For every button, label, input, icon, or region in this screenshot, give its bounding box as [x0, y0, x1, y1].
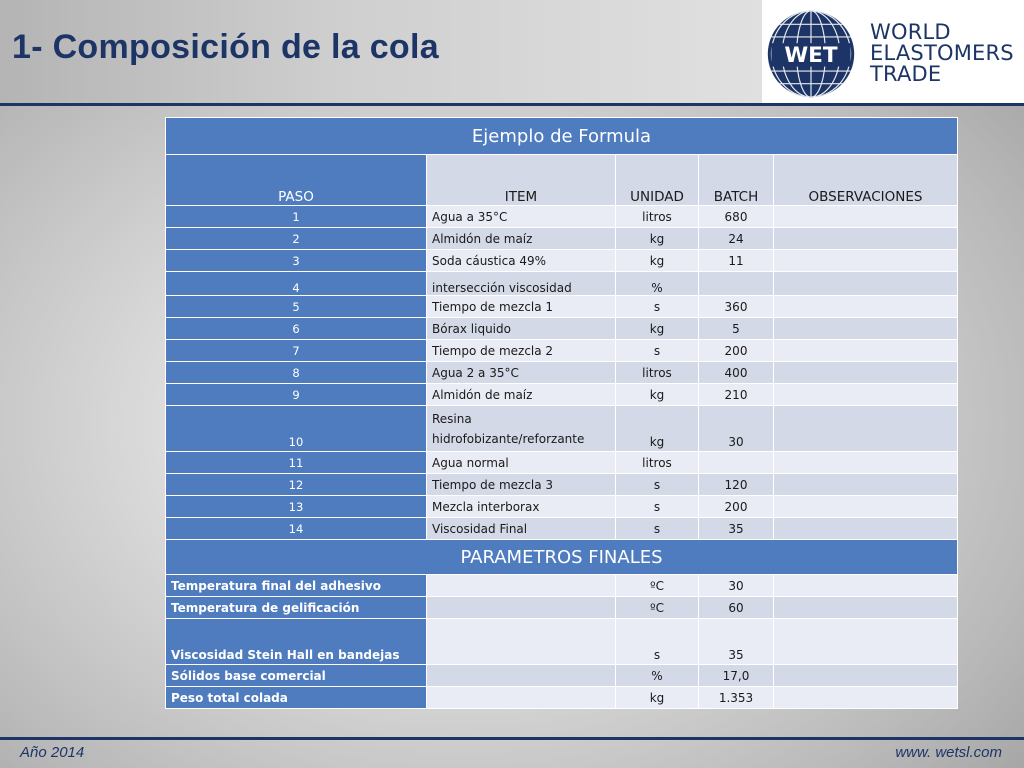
row-paso: 14 [166, 518, 427, 540]
logo-mark: WET [784, 43, 838, 69]
row-paso: 8 [166, 362, 427, 384]
row-paso: 9 [166, 384, 427, 406]
row-unidad: s [616, 340, 699, 362]
table-row [166, 452, 958, 474]
row-unidad: kg [616, 318, 699, 340]
param-value: 30 [699, 575, 774, 597]
param-item [427, 665, 616, 687]
table-row [166, 228, 958, 250]
row-item: Viscosidad Final [427, 518, 616, 540]
table-row [166, 496, 958, 518]
col-header-observaciones: OBSERVACIONES [774, 155, 958, 206]
row-batch: 30 [699, 406, 774, 452]
row-item: Almidón de maíz [427, 384, 616, 406]
row-batch: 210 [699, 384, 774, 406]
row-paso: 7 [166, 340, 427, 362]
row-batch: 120 [699, 474, 774, 496]
row-unidad: kg [616, 228, 699, 250]
row-observaciones [774, 384, 958, 406]
param-item [427, 619, 616, 665]
row-observaciones [774, 340, 958, 362]
row-observaciones [774, 362, 958, 384]
row-item: Agua normal [427, 452, 616, 474]
table-row [166, 362, 958, 384]
row-batch: 360 [699, 296, 774, 318]
slide-title: 1- Composición de la cola [12, 28, 439, 66]
row-observaciones [774, 318, 958, 340]
row-item: Tiempo de mezcla 3 [427, 474, 616, 496]
param-unidad: ºC [616, 575, 699, 597]
param-row [166, 619, 958, 665]
row-unidad: s [616, 474, 699, 496]
table-row [166, 474, 958, 496]
row-observaciones [774, 228, 958, 250]
param-item [427, 597, 616, 619]
row-paso: 13 [166, 496, 427, 518]
row-observaciones [774, 250, 958, 272]
param-item [427, 687, 616, 709]
col-header-paso: PASO [166, 155, 427, 206]
param-unidad: ºC [616, 597, 699, 619]
param-value: 60 [699, 597, 774, 619]
row-observaciones [774, 452, 958, 474]
row-batch [699, 272, 774, 296]
globe-icon [766, 9, 856, 99]
row-batch: 200 [699, 340, 774, 362]
table-row [166, 384, 958, 406]
col-header-unidad: UNIDAD [616, 155, 699, 206]
row-unidad: litros [616, 362, 699, 384]
row-paso: 1 [166, 206, 427, 228]
param-value: 17,0 [699, 665, 774, 687]
param-name: Viscosidad Stein Hall en bandejas [166, 619, 427, 665]
table-row [166, 296, 958, 318]
row-batch: 11 [699, 250, 774, 272]
footer-website: www. wetsl.com [895, 744, 1002, 761]
row-paso: 3 [166, 250, 427, 272]
row-observaciones [774, 474, 958, 496]
row-observaciones [774, 518, 958, 540]
table-row [166, 340, 958, 362]
row-batch: 35 [699, 518, 774, 540]
param-value: 1.353 [699, 687, 774, 709]
param-row [166, 597, 958, 619]
row-item: Bórax liquido [427, 318, 616, 340]
row-paso: 4 [166, 272, 427, 296]
param-item [427, 575, 616, 597]
row-item: Agua 2 a 35°C [427, 362, 616, 384]
footer-year: Año 2014 [20, 744, 85, 761]
row-unidad: kg [616, 406, 699, 452]
param-observaciones [774, 687, 958, 709]
param-name: Peso total colada [166, 687, 427, 709]
table-row [166, 406, 958, 452]
row-batch: 400 [699, 362, 774, 384]
table-title: Ejemplo de Formula [166, 118, 958, 155]
row-item: Tiempo de mezcla 1 [427, 296, 616, 318]
param-row [166, 687, 958, 709]
row-item: Resina hidrofobizante/reforzante [427, 406, 616, 452]
company-logo [762, 0, 1024, 103]
row-paso: 2 [166, 228, 427, 250]
param-row [166, 665, 958, 687]
param-name: Temperatura de gelificación [166, 597, 427, 619]
row-unidad: s [616, 518, 699, 540]
row-item: Tiempo de mezcla 2 [427, 340, 616, 362]
param-observaciones [774, 597, 958, 619]
row-batch: 24 [699, 228, 774, 250]
row-unidad: s [616, 296, 699, 318]
row-batch: 200 [699, 496, 774, 518]
row-paso: 11 [166, 452, 427, 474]
formula-table [165, 117, 958, 709]
logo-wordmark [870, 22, 1024, 85]
logo-line-2: ELASTOMERS [870, 41, 1014, 65]
row-item: Soda cáustica 49% [427, 250, 616, 272]
header-divider [0, 103, 1024, 106]
row-batch: 5 [699, 318, 774, 340]
row-item: Mezcla interborax [427, 496, 616, 518]
row-batch: 680 [699, 206, 774, 228]
param-unidad: kg [616, 687, 699, 709]
params-title: PARAMETROS FINALES [166, 540, 958, 575]
param-name: Sólidos base comercial [166, 665, 427, 687]
row-observaciones [774, 206, 958, 228]
table-row [166, 272, 958, 296]
table-row [166, 250, 958, 272]
row-unidad: litros [616, 206, 699, 228]
row-item: intersección viscosidad [427, 272, 616, 296]
row-unidad: kg [616, 250, 699, 272]
row-paso: 5 [166, 296, 427, 318]
param-unidad: % [616, 665, 699, 687]
param-name: Temperatura final del adhesivo [166, 575, 427, 597]
param-value: 35 [699, 619, 774, 665]
param-observaciones [774, 665, 958, 687]
row-unidad: s [616, 496, 699, 518]
row-observaciones [774, 496, 958, 518]
col-header-batch: BATCH [699, 155, 774, 206]
row-batch [699, 452, 774, 474]
row-paso: 10 [166, 406, 427, 452]
row-item: Agua a 35°C [427, 206, 616, 228]
param-observaciones [774, 619, 958, 665]
row-unidad: kg [616, 384, 699, 406]
logo-line-1: WORLD [870, 20, 951, 44]
row-observaciones [774, 296, 958, 318]
row-paso: 12 [166, 474, 427, 496]
logo-line-3: TRADE [870, 62, 942, 86]
param-observaciones [774, 575, 958, 597]
table-row [166, 318, 958, 340]
param-row [166, 575, 958, 597]
row-item: Almidón de maíz [427, 228, 616, 250]
row-unidad: % [616, 272, 699, 296]
table-row [166, 518, 958, 540]
table-row [166, 206, 958, 228]
row-paso: 6 [166, 318, 427, 340]
row-observaciones [774, 406, 958, 452]
col-header-item: ITEM [427, 155, 616, 206]
param-unidad: s [616, 619, 699, 665]
footer-divider [0, 737, 1024, 740]
row-unidad: litros [616, 452, 699, 474]
row-observaciones [774, 272, 958, 296]
